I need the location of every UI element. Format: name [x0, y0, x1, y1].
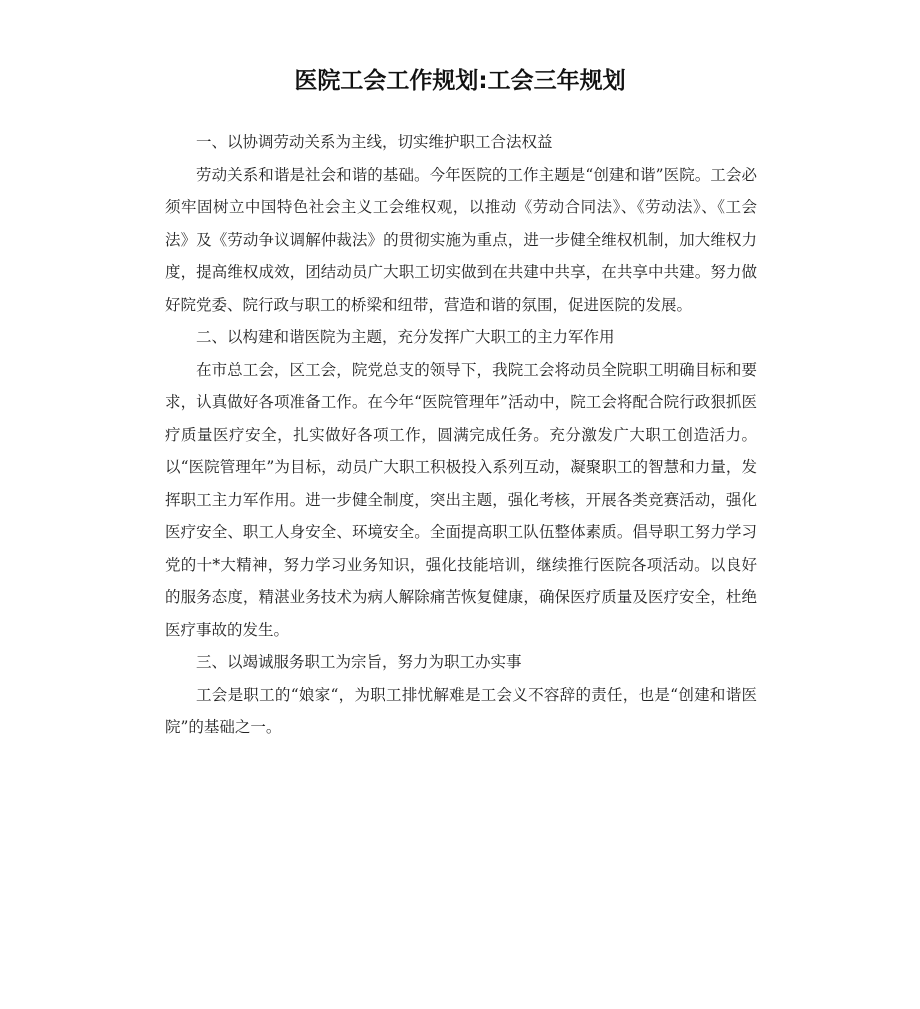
section-paragraph-1: 劳动关系和谐是社会和谐的基础。今年医院的工作主题是“创建和谐”医院。工会必须牢固树立中国特色社会主义工会维权观，以推动《劳动合同法》、《劳动法》、《工会法》及《劳动争议调解仲裁法》的贯彻实施为重点，进一步健全维权机制，加大维权力度，提高维权成效，团结动员广大职工切实做到在共建中共享，在共享中共建。努力做好院党委、院行政与职工的桥梁和纽带，营造和谐的氛围，促进医院的发展。	[165, 165, 757, 314]
section-heading-3: 三、以竭诚服务职工为宗旨，努力为职工办实事	[196, 653, 522, 671]
section-heading-2: 二、以构建和谐医院为主题，充分发挥广大职工的主力军作用	[196, 328, 615, 346]
page-title: 医院工会工作规划:工会三年规划	[294, 68, 626, 94]
section-paragraph-3: 工会是职工的“娘家“，为职工排忧解难是工会义不容辞的责任，也是“创建和谐医院”的基础之一。	[165, 685, 757, 736]
document-body	[165, 126, 757, 744]
section-heading-1: 一、以协调劳动关系为主线，切实维护职工合法权益	[196, 133, 553, 151]
section-paragraph-2: 在市总工会，区工会，院党总支的领导下，我院工会将动员全院职工明确目标和要求，认真做好各项准备工作。在今年“医院管理年”活动中，院工会将配合院行政狠抓医疗质量医疗安全，扎实做好各项工作，圆满完成任务。充分激发广大职工创造活力。以“医院管理年”为目标，动员广大职工积极投入系列互动，凝聚职工的智慧和力量，发挥职工主力军作用。进一步健全制度，突出主题，强化考核，开展各类竞赛活动，强化医疗安全、职工人身安全、环境安全。全面提高职工队伍整体素质。倡导职工努力学习党的十*大精神，努力学习业务知识，强化技能培训，继续推行医院各项活动。以良好的服务态度，精湛业务技术为病人解除痛苦恢复健康，确保医疗质量及医疗安全，杜绝医疗事故的发生。	[165, 360, 757, 639]
